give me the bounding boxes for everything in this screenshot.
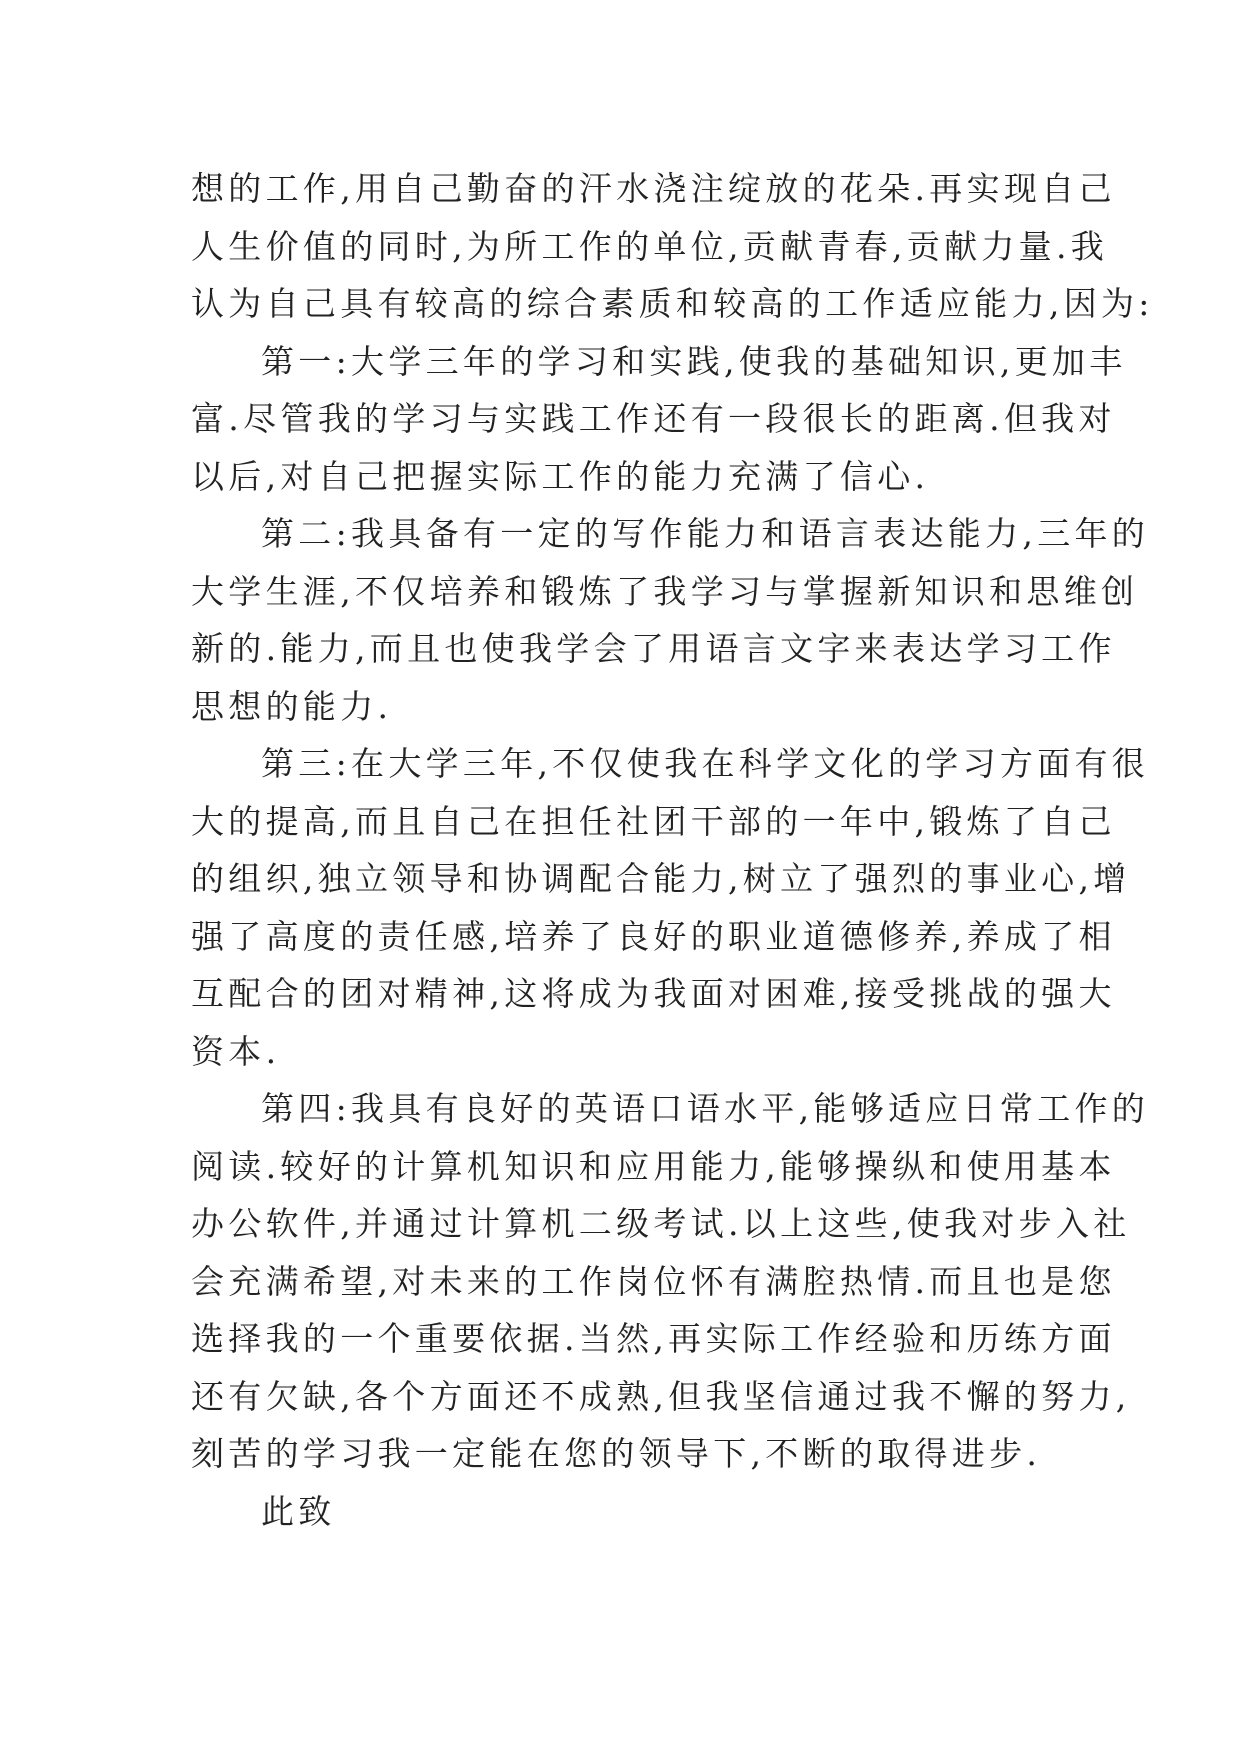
body-line-18: 阅读.较好的计算机知识和应用能力,能够操纵和使用基本 bbox=[191, 1146, 1116, 1186]
closing-salutation: 此致 bbox=[261, 1491, 336, 1531]
body-line-1: 想的工作,用自己勤奋的汗水浇注绽放的花朵.再实现自己 bbox=[191, 169, 1116, 208]
point-four-start: 第四:我具有良好的英语口语水平,能够适应日常工作的 bbox=[261, 1089, 1150, 1128]
body-line-22: 还有欠缺,各个方面还不成熟,但我坚信通过我不懈的努力, bbox=[191, 1376, 1131, 1416]
body-line-12: 大的提高,而且自己在担任社团干部的一年中,锻炼了自己 bbox=[191, 801, 1116, 841]
body-line-20: 会充满希望,对未来的工作岗位怀有满腔热情.而且也是您 bbox=[191, 1261, 1116, 1301]
body-line-21: 选择我的一个重要依据.当然,再实际工作经验和历练方面 bbox=[191, 1319, 1116, 1358]
body-line-2: 人生价值的同时,为所工作的单位,贡献青春,贡献力量.我 bbox=[191, 226, 1109, 266]
point-three-start: 第三:在大学三年,不仅使我在科学文化的学习方面有很 bbox=[261, 744, 1150, 783]
body-line-23: 刻苦的学习我一定能在您的领导下,不断的取得进步. bbox=[191, 1434, 1042, 1473]
body-line-15: 互配合的团对精神,这将成为我面对困难,接受挑战的强大 bbox=[191, 974, 1116, 1013]
point-one-start: 第一:大学三年的学习和实践,使我的基础知识,更加丰 bbox=[261, 341, 1127, 381]
body-line-8: 大学生涯,不仅培养和锻炼了我学习与掌握新知识和思维创 bbox=[191, 571, 1139, 611]
body-line-9: 新的.能力,而且也使我学会了用语言文字来表达学习工作 bbox=[191, 629, 1116, 668]
body-line-16: 资本. bbox=[191, 1031, 281, 1071]
body-line-14: 强了高度的责任感,培养了良好的职业道德修养,养成了相 bbox=[191, 916, 1116, 956]
body-line-10: 思想的能力. bbox=[191, 686, 393, 726]
body-line-3: 认为自己具有较高的综合素质和较高的工作适应能力,因为: bbox=[191, 284, 1154, 323]
letter-body bbox=[191, 160, 1154, 1540]
point-two-start: 第二:我具备有一定的写作能力和语言表达能力,三年的 bbox=[261, 514, 1150, 553]
body-line-13: 的组织,独立领导和协调配合能力,树立了强烈的事业心,增 bbox=[191, 859, 1131, 898]
body-line-19: 办公软件,并通过计算机二级考试.以上这些,使我对步入社 bbox=[191, 1204, 1131, 1243]
body-line-6: 以后,对自己把握实际工作的能力充满了信心. bbox=[191, 456, 930, 496]
body-line-5: 富.尽管我的学习与实践工作还有一段很长的距离.但我对 bbox=[191, 399, 1116, 438]
